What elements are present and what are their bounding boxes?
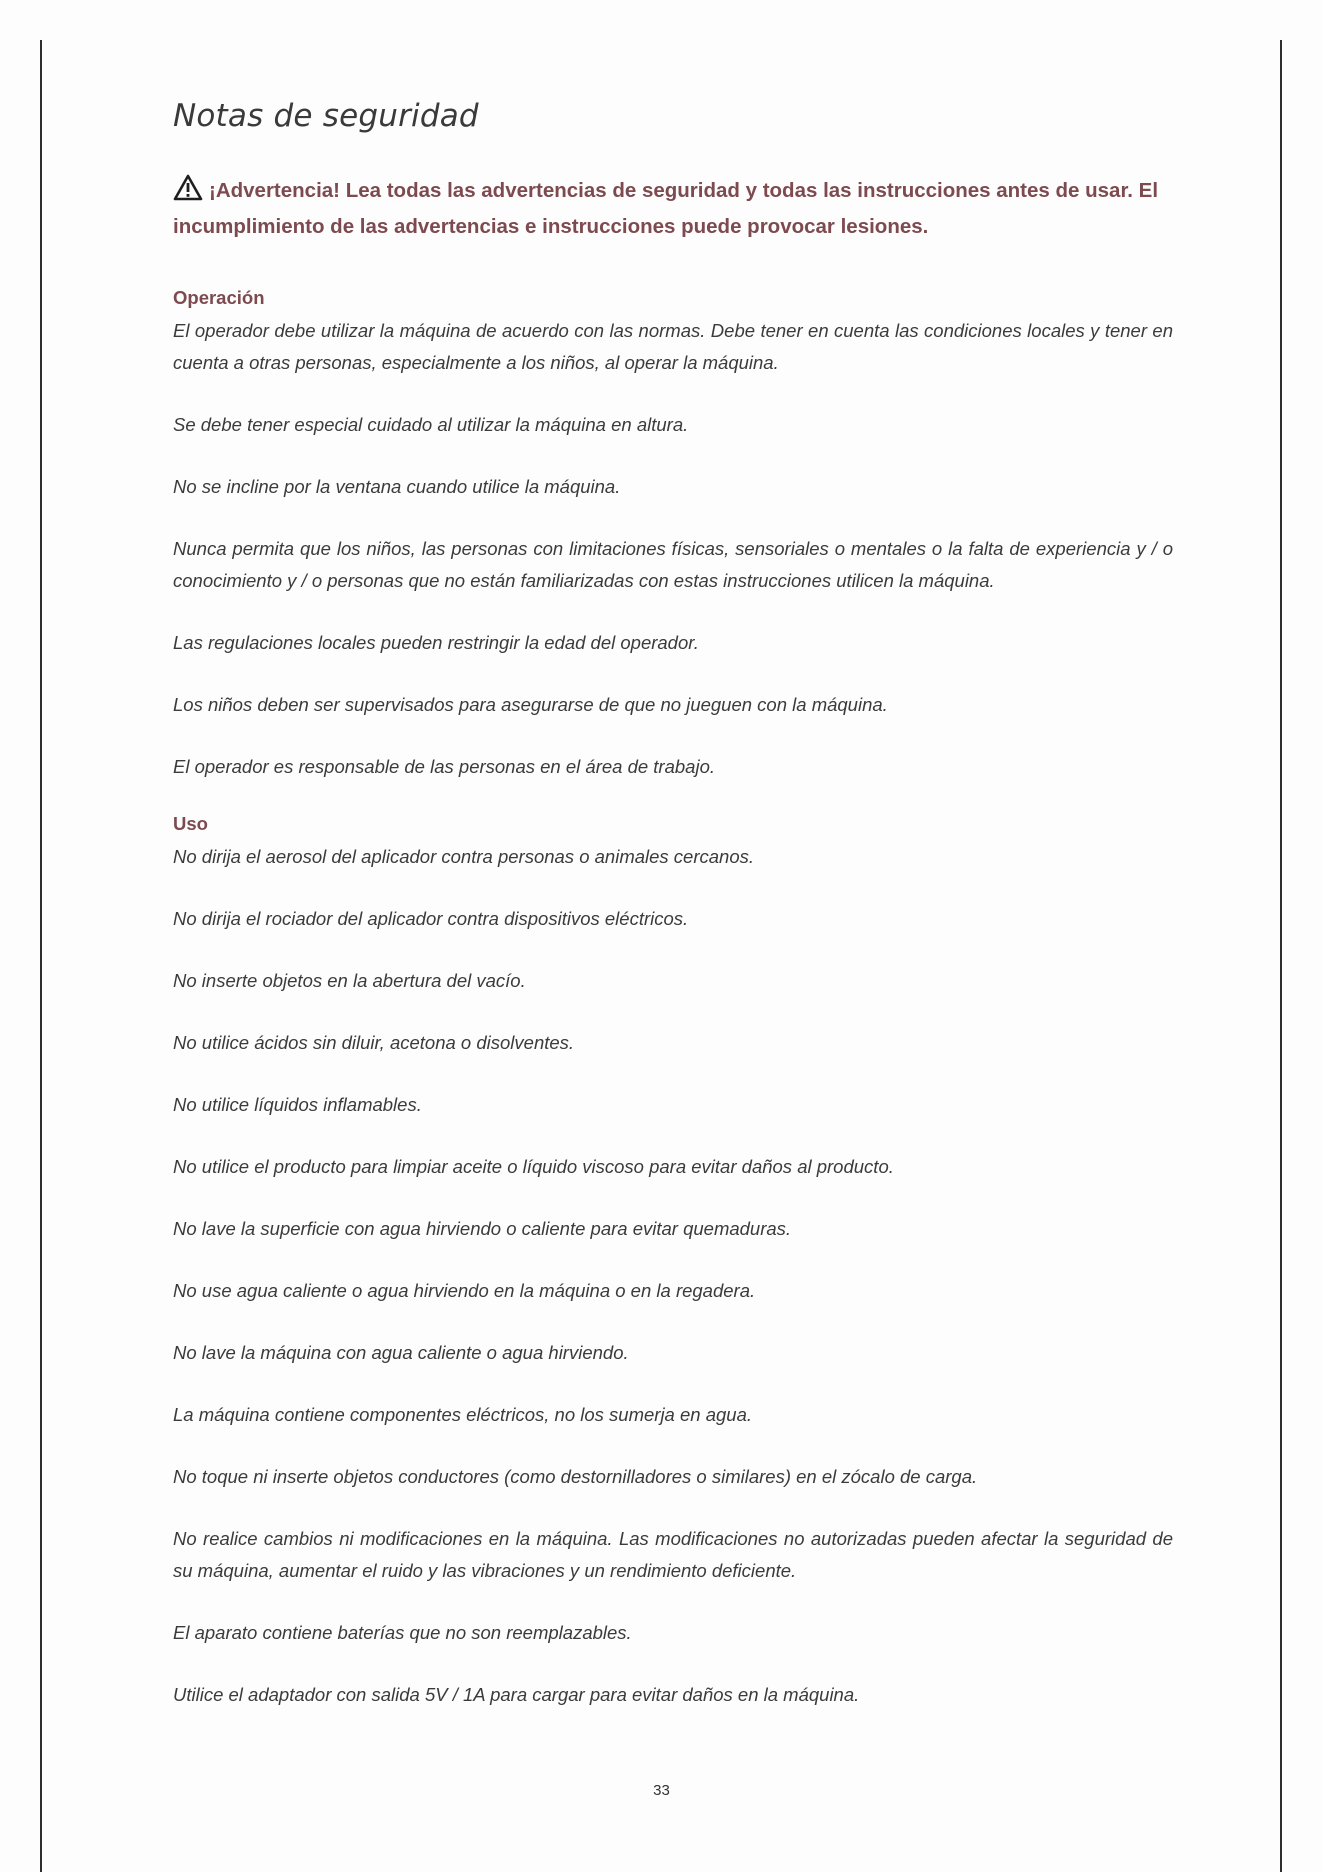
safety-paragraph: Nunca permita que los niños, las personas con limitaciones físicas, sensoriales o mentales o la falta de experiencia y / o conocimiento y / o personas que no están familiarizadas con estas instrucciones utilicen la máquina. [173, 538, 1173, 591]
page-title: Notas de seguridad [173, 98, 479, 134]
section-heading: Uso [173, 813, 208, 834]
safety-paragraph: Se debe tener especial cuidado al utilizar la máquina en altura. [173, 414, 689, 435]
safety-paragraph: No realice cambios ni modificaciones en la máquina. Las modificaciones no autorizadas pueden afectar la seguridad de su máquina, aumentar el ruido y las vibraciones y un rendimiento deficiente. [173, 1528, 1173, 1581]
page-content [173, 98, 1173, 1739]
safety-paragraph: No utilice el producto para limpiar aceite o líquido viscoso para evitar daños al producto. [173, 1156, 894, 1177]
safety-paragraph: No dirija el rociador del aplicador contra dispositivos eléctricos. [173, 908, 689, 929]
safety-paragraph: El operador es responsable de las personas en el área de trabajo. [173, 756, 715, 777]
safety-paragraph: No lave la superficie con agua hirviendo o caliente para evitar quemaduras. [173, 1218, 792, 1239]
safety-paragraph: No lave la máquina con agua caliente o agua hirviendo. [173, 1342, 629, 1363]
section-heading: Operación [173, 287, 265, 308]
safety-paragraph: No dirija el aerosol del aplicador contra personas o animales cercanos. [173, 846, 755, 867]
left-margin-rule [40, 40, 42, 1872]
safety-paragraph: Las regulaciones locales pueden restringir la edad del operador. [173, 632, 699, 653]
right-margin-rule [1280, 40, 1282, 1872]
page-number: 33 [653, 1782, 670, 1799]
safety-paragraph: El aparato contiene baterías que no son reemplazables. [173, 1622, 632, 1643]
safety-paragraph: No utilice líquidos inflamables. [173, 1094, 422, 1115]
safety-paragraph: No toque ni inserte objetos conductores (como destornilladores o similares) en el zócalo de carga. [173, 1466, 978, 1487]
safety-paragraph: Utilice el adaptador con salida 5V / 1A para cargar para evitar daños en la máquina. [173, 1684, 860, 1705]
safety-paragraph: Los niños deben ser supervisados para asegurarse de que no jueguen con la máquina. [173, 694, 888, 715]
safety-paragraph: La máquina contiene componentes eléctricos, no los sumerja en agua. [173, 1404, 752, 1425]
safety-paragraph: No use agua caliente o agua hirviendo en la máquina o en la regadera. [173, 1280, 756, 1301]
warning-text: ¡Advertencia! Lea todas las advertencias de seguridad y todas las instrucciones antes de usar. El incumplimiento de las advertencias e instrucciones puede provocar lesiones. [173, 179, 1159, 238]
safety-paragraph: No inserte objetos en la abertura del vacío. [173, 970, 526, 991]
safety-paragraph: No se incline por la ventana cuando utilice la máquina. [173, 476, 621, 497]
safety-paragraph: No utilice ácidos sin diluir, acetona o disolventes. [173, 1032, 575, 1053]
warning-triangle-icon [173, 174, 203, 211]
safety-paragraph: El operador debe utilizar la máquina de acuerdo con las normas. Debe tener en cuenta las condiciones locales y tener en cuenta a otras personas, especialmente a los niños, al operar la máquina. [173, 320, 1173, 373]
sections-container [173, 285, 1173, 1711]
warning-notice [173, 174, 1173, 243]
